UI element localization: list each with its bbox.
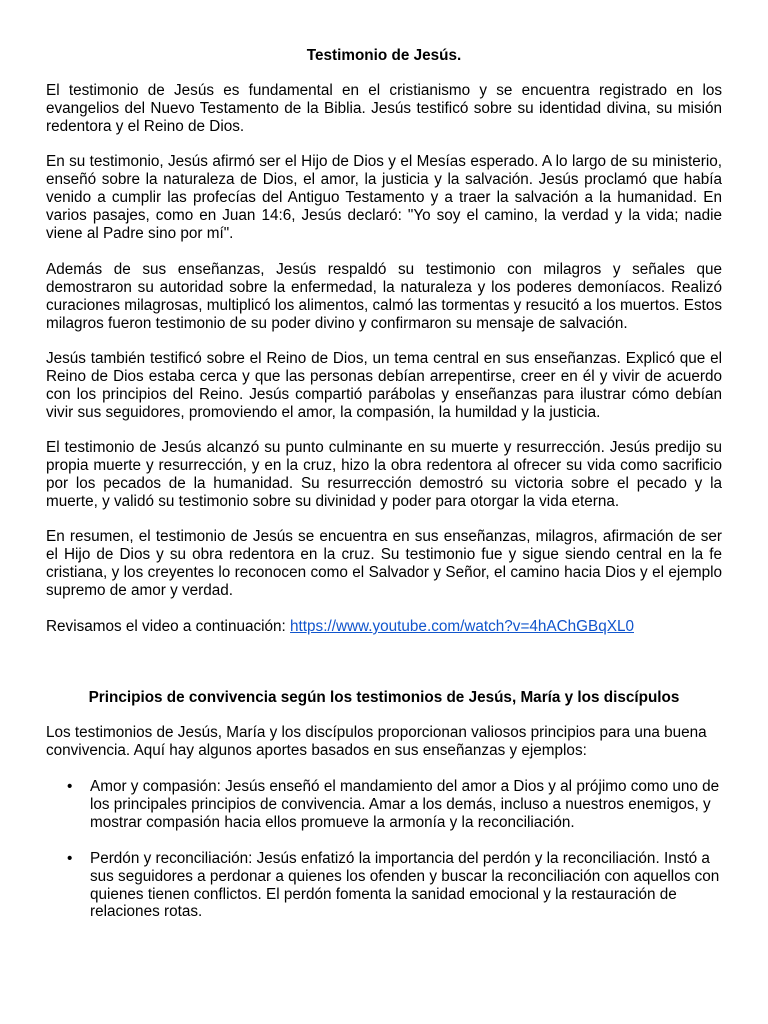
paragraph-summary: En resumen, el testimonio de Jesús se encuentra en sus enseñanzas, milagros, afirmación de ser el Hijo de Dios y su obra redentora en la cruz. Su testimonio fue y sigue siendo central en la fe cristiana, y los creyentes lo reconocen como el Salvador y Señor, el camino hacia Dios y el ejemplo supremo de amor y verdad.	[46, 528, 722, 599]
section-title: Principios de convivencia según los testimonios de Jesús, María y los discípulos	[88, 689, 680, 706]
document-title: Testimonio de Jesús.	[306, 47, 462, 64]
paragraph-intro: El testimonio de Jesús es fundamental en el cristianismo y se encuentra registrado en los evangelios del Nuevo Testamento de la Biblia. Jesús testificó sobre su identidad divina, su misión redentora y el Reino de Dios.	[46, 82, 722, 135]
list-item-text: Amor y compasión: Jesús enseñó el mandamiento del amor a Dios y al prójimo como uno de los principales principios de convivencia. Amar a los demás, incluso a nuestros enemigos, y mostrar compasión hacia ellos promueve la armonía y la reconciliación.	[90, 778, 720, 831]
list-item	[46, 778, 722, 832]
video-prefix: Revisamos el video a continuación:	[46, 618, 291, 635]
bullet-icon: •	[67, 778, 73, 795]
paragraph-kingdom: Jesús también testificó sobre el Reino de Dios, un tema central en sus enseñanzas. Explicó que el Reino de Dios estaba cerca y que las personas debían arrepentirse, creer en él y vivir de acuerdo con los principios del Reino. Jesús compartió parábolas y enseñanzas para ilustrar cómo debían vivir sus seguidores, promoviendo el amor, la compasión, la humildad y la justicia.	[46, 350, 722, 421]
bullet-icon: •	[67, 849, 73, 867]
video-link[interactable]: https://www.youtube.com/watch?v=4hAChGBqXL0	[290, 618, 634, 635]
principles-list	[46, 778, 722, 939]
list-item-text: Perdón y reconciliación: Jesús enfatizó la importancia del perdón y la reconciliación. Instó a sus seguidores a perdonar a quienes los ofenden y buscar la reconciliación con aquellos con quienes tienen conflictos. El perdón fomenta la sanidad emocional y la restauración de relaciones rotas.	[90, 849, 720, 921]
video-line	[46, 618, 722, 636]
paragraph-identity: En su testimonio, Jesús afirmó ser el Hijo de Dios y el Mesías esperado. A lo largo de su ministerio, enseñó sobre la naturaleza de Dios, el amor, la justicia y la salvación. Jesús proclamó que había venido a cumplir las profecías del Antiguo Testamento y a traer la salvación a la humanidad. En varios pasajes, como en Juan 14:6, Jesús declaró: "Yo soy el camino, la verdad y la vida; nadie viene al Padre sino por mí".	[46, 153, 722, 242]
paragraph-resurrection: El testimonio de Jesús alcanzó su punto culminante en su muerte y resurrección. Jesús predijo su propia muerte y resurrección, y en la cruz, hizo la obra redentora al ofrecer su vida como sacrificio por los pecados de la humanidad. Su resurrección demostró su victoria sobre el pecado y la muerte, y validó su testimonio sobre su divinidad y poder para otorgar la vida eterna.	[46, 439, 722, 510]
paragraph-miracles: Además de sus enseñanzas, Jesús respaldó su testimonio con milagros y señales que demostraron su autoridad sobre la enfermedad, la naturaleza y los poderes demoníacos. Realizó curaciones milagrosas, multiplicó los alimentos, calmó las tormentas y resucitó a los muertos. Estos milagros fueron testimonio de su poder divino y confirmaron su mensaje de salvación.	[46, 261, 722, 332]
paragraph-principles-intro: Los testimonios de Jesús, María y los discípulos proporcionan valiosos principios para una buena convivencia. Aquí hay algunos aportes basados en sus enseñanzas y ejemplos:	[46, 724, 707, 759]
list-item	[46, 850, 722, 922]
